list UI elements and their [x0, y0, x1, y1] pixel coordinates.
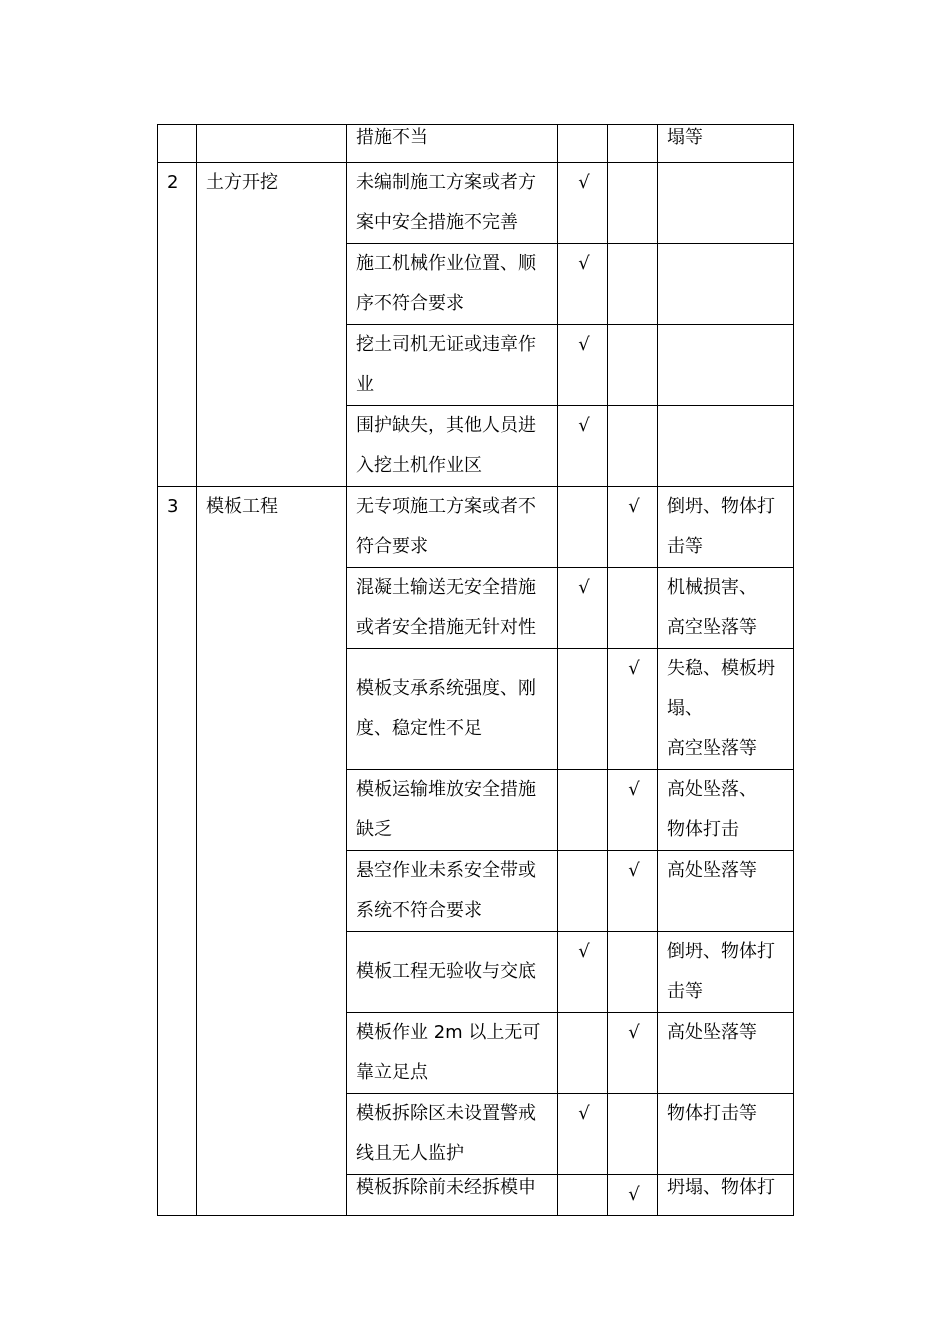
cell-check-b	[608, 244, 658, 325]
cell-name	[197, 125, 347, 163]
cell-no: 2	[158, 163, 197, 487]
cell-check-b	[608, 568, 658, 649]
cell-check-b	[608, 406, 658, 487]
cell-result: 倒坍、物体打击等	[658, 932, 794, 1013]
cell-check-b	[608, 163, 658, 244]
cell-check-a	[558, 1013, 608, 1094]
cell-check-b: √	[608, 851, 658, 932]
cell-hazard: 悬空作业未系安全带或系统不符合要求	[347, 851, 558, 932]
cell-result	[658, 244, 794, 325]
cell-hazard: 模板拆除前未经拆模申	[347, 1175, 558, 1216]
cell-result	[658, 568, 794, 649]
cell-check-a: √	[558, 568, 608, 649]
cell-check-a: √	[558, 932, 608, 1013]
cell-result	[658, 649, 794, 770]
table-row	[158, 163, 794, 244]
cell-check-b: √	[608, 770, 658, 851]
cell-result: 物体打击等	[658, 1094, 794, 1175]
cell-check-b: √	[608, 1013, 658, 1094]
cell-hazard: 模板工程无验收与交底	[347, 932, 558, 1013]
cell-name: 模板工程	[197, 487, 347, 1216]
cell-check-a	[558, 125, 608, 163]
cell-result	[658, 406, 794, 487]
cell-check-a: √	[558, 406, 608, 487]
cell-no	[158, 125, 197, 163]
cell-check-a	[558, 770, 608, 851]
cell-hazard: 模板作业 2m 以上无可靠立足点	[347, 1013, 558, 1094]
table-row	[158, 487, 794, 568]
cell-check-b	[608, 125, 658, 163]
cell-check-a	[558, 487, 608, 568]
cell-name: 土方开挖	[197, 163, 347, 487]
cell-result: 倒坍、物体打击等	[658, 487, 794, 568]
result-line: 机械损害、	[667, 577, 757, 598]
cell-result: 高处坠落等	[658, 851, 794, 932]
cell-check-a: √	[558, 1094, 608, 1175]
cell-check-b: √	[608, 487, 658, 568]
cell-hazard: 无专项施工方案或者不符合要求	[347, 487, 558, 568]
cell-hazard: 挖土司机无证或违章作业	[347, 325, 558, 406]
cell-check-a: √	[558, 163, 608, 244]
cell-check-a: √	[558, 244, 608, 325]
cell-hazard: 混凝土输送无安全措施或者安全措施无针对性	[347, 568, 558, 649]
result-line: 高处坠落、	[667, 779, 757, 800]
cell-check-b: √	[608, 649, 658, 770]
cell-hazard: 措施不当	[347, 125, 558, 163]
cell-check-b	[608, 932, 658, 1013]
cell-result	[658, 770, 794, 851]
cell-result: 高处坠落等	[658, 1013, 794, 1094]
cell-check-b	[608, 1094, 658, 1175]
result-line: 高空坠落等	[667, 738, 757, 759]
result-line: 高空坠落等	[667, 617, 757, 638]
cell-check-a	[558, 649, 608, 770]
cell-check-b	[608, 325, 658, 406]
cell-hazard: 模板支承系统强度、刚度、稳定性不足	[347, 649, 558, 770]
result-line: 失稳、模板坍塌、	[667, 658, 775, 719]
cell-check-a	[558, 851, 608, 932]
cell-result: 塌等	[658, 125, 794, 163]
cell-hazard: 围护缺失，其他人员进入挖土机作业区	[347, 406, 558, 487]
cell-result: 坍塌、物体打	[658, 1175, 794, 1216]
cell-check-a: √	[558, 325, 608, 406]
cell-no: 3	[158, 487, 197, 1216]
cell-check-a	[558, 1175, 608, 1216]
cell-hazard: 模板拆除区未设置警戒线且无人监护	[347, 1094, 558, 1175]
risk-table	[157, 124, 794, 1216]
cell-check-b: √	[608, 1175, 658, 1216]
cell-hazard: 未编制施工方案或者方案中安全措施不完善	[347, 163, 558, 244]
cell-hazard: 施工机械作业位置、顺序不符合要求	[347, 244, 558, 325]
result-line: 物体打击	[667, 819, 739, 840]
cell-result	[658, 163, 794, 244]
cell-hazard: 模板运输堆放安全措施缺乏	[347, 770, 558, 851]
cell-result	[658, 325, 794, 406]
table-row	[158, 125, 794, 163]
